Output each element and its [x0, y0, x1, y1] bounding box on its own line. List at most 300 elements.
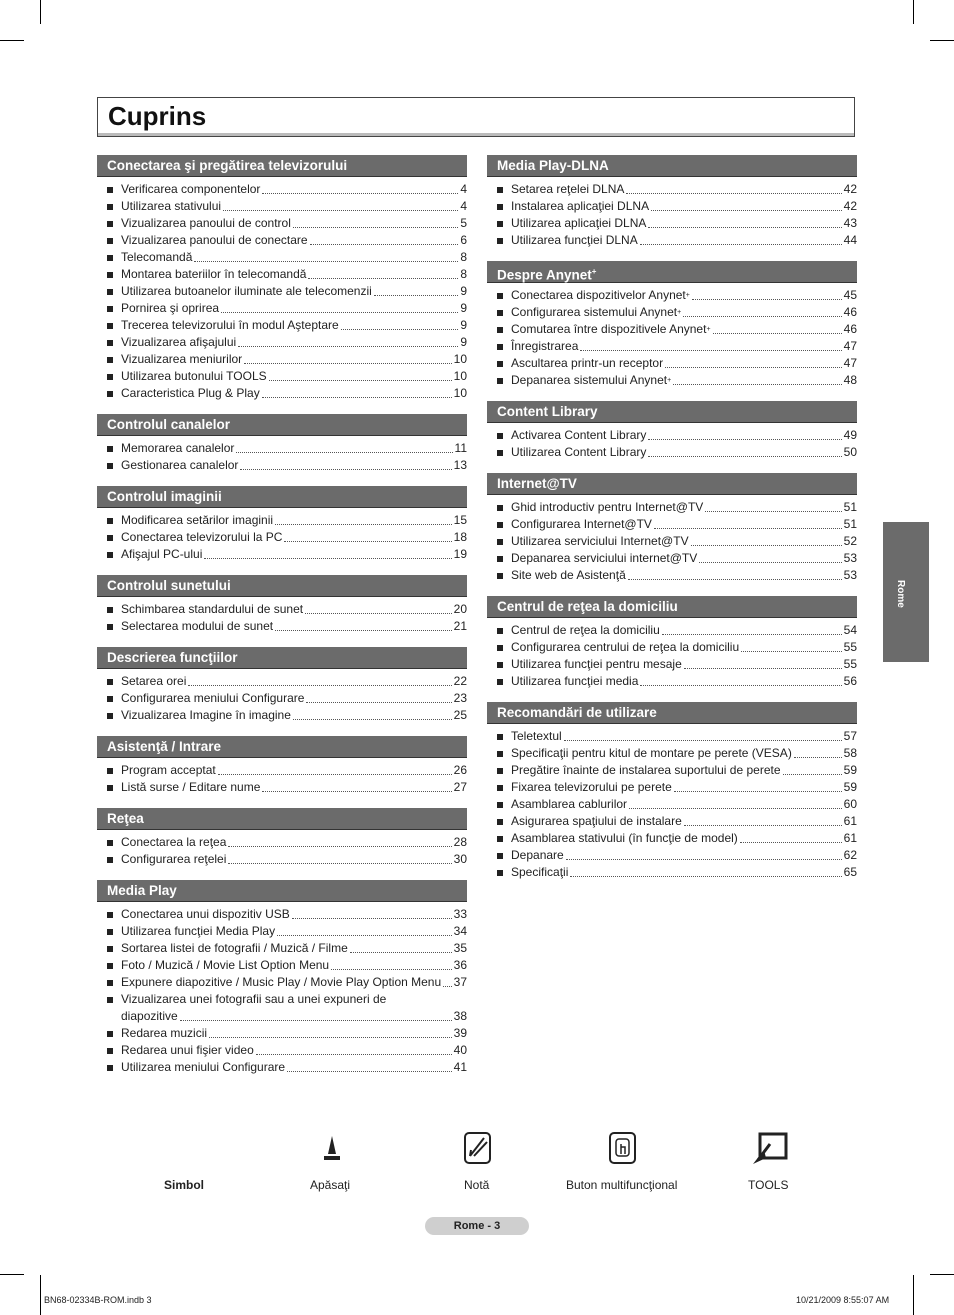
entry-row [121, 300, 467, 317]
entry-superscript: + [706, 326, 711, 333]
entry-page-number: 9 [460, 284, 467, 298]
entry-text: Utilizarea funcţiei media [511, 674, 639, 688]
entry-page-number: 46 [843, 305, 857, 319]
dot-leader [564, 740, 842, 741]
bullet-icon [497, 679, 503, 685]
entry-page-number: 23 [453, 691, 467, 705]
toc-list [487, 427, 857, 461]
entry-row [121, 618, 467, 635]
entry-text: Vizualizarea panoului de control [121, 216, 291, 230]
toc-entry[interactable] [107, 368, 467, 385]
bullet-icon [107, 306, 113, 312]
entry-row [511, 215, 857, 232]
entry-page-number: 9 [460, 318, 467, 332]
toc-entry[interactable] [497, 198, 857, 215]
toc-entry[interactable] [107, 232, 467, 249]
toc-entry[interactable] [497, 550, 857, 567]
bullet-icon [107, 255, 113, 261]
entry-page-number: 59 [843, 763, 857, 777]
toc-entry[interactable] [107, 834, 467, 851]
toc-entry[interactable] [497, 355, 857, 372]
entry-text: Caracteristica Plug & Play [121, 386, 260, 400]
bullet-icon [497, 187, 503, 193]
entry-text: Fixarea televizorului pe perete [511, 780, 672, 794]
toc-section [97, 414, 467, 474]
bullet-icon [107, 187, 113, 193]
entry-text: Setarea orei [121, 674, 187, 688]
entry-row [511, 550, 857, 567]
section-title: Reţea [107, 811, 144, 826]
entry-row [121, 334, 467, 351]
entry-page-number: 5 [460, 216, 467, 230]
toc-entry[interactable] [497, 372, 857, 389]
dot-leader [629, 808, 842, 809]
toc-entry[interactable] [107, 512, 467, 529]
toc-entry[interactable] [497, 499, 857, 516]
bullet-icon [107, 340, 113, 346]
dot-leader [580, 350, 841, 351]
bullet-icon [497, 870, 503, 876]
entry-text: Asigurarea spaţiului de instalare [511, 814, 682, 828]
bullet-icon [107, 1065, 113, 1071]
entry-text: Conectarea unui dispozitiv USB [121, 907, 290, 921]
dot-leader [238, 346, 458, 347]
dot-leader [331, 969, 452, 970]
bullet-icon [107, 552, 113, 558]
entry-page-number: 25 [453, 708, 467, 722]
entry-row [511, 198, 857, 215]
dot-leader [640, 244, 842, 245]
entry-page-number: 10 [453, 369, 467, 383]
entry-row [511, 338, 857, 355]
bullet-icon [497, 573, 503, 579]
toc-entry[interactable] [107, 601, 467, 618]
toc-entry[interactable] [497, 779, 857, 796]
entry-row [511, 304, 857, 321]
toc-section [487, 155, 857, 249]
entry-page-number: 6 [460, 233, 467, 247]
entry-page-number: 44 [843, 233, 857, 247]
legend-press-label: Apăsaţi [310, 1178, 351, 1192]
bullet-icon [107, 963, 113, 969]
bullet-icon [497, 204, 503, 210]
crop-mark [0, 40, 24, 41]
crop-mark [40, 0, 41, 24]
entry-row [511, 232, 857, 249]
toc-entry[interactable] [497, 516, 857, 533]
toc-entry[interactable] [497, 745, 857, 762]
toc-entry[interactable] [497, 567, 857, 584]
toc-list [97, 906, 467, 1076]
entry-row [121, 457, 467, 474]
toc-entry[interactable] [107, 618, 467, 635]
toc-entry[interactable] [497, 232, 857, 249]
entry-text: Schimbarea standardului de sunet [121, 602, 304, 616]
dot-leader [683, 316, 841, 317]
entry-text: Vizualizarea Imagine în imagine [121, 708, 291, 722]
title-underline [98, 133, 854, 136]
entry-text: Verificarea componentelor [121, 182, 261, 196]
entry-page-number: 38 [453, 1009, 467, 1023]
entry-row [121, 232, 467, 249]
toc-entry[interactable] [107, 707, 467, 724]
entry-text: Activarea Content Library [511, 428, 647, 442]
bullet-icon [107, 535, 113, 541]
entry-page-number: 18 [453, 530, 467, 544]
toc-list [487, 287, 857, 389]
toc-list [97, 181, 467, 402]
toc-entry[interactable] [497, 762, 857, 779]
section-heading [487, 155, 857, 177]
dot-leader [244, 363, 451, 364]
toc-entry[interactable] [107, 266, 467, 283]
entry-row [121, 957, 467, 974]
entry-row [121, 690, 467, 707]
bullet-icon [107, 1048, 113, 1054]
entry-text: Site web de Asistenţă [511, 568, 626, 582]
bullet-icon [107, 624, 113, 630]
footer-file: BN68-02334B-ROM.indb 3 [44, 1295, 152, 1305]
bullet-icon [497, 819, 503, 825]
toc-entry[interactable] [107, 940, 467, 957]
bullet-icon [497, 327, 503, 333]
toc-section [97, 736, 467, 796]
entry-text: Comutarea între dispozitivele Anynet [511, 322, 707, 336]
toc-entry[interactable] [107, 779, 467, 796]
toc-entry[interactable] [107, 851, 467, 868]
entry-text: Utilizarea serviciului Internet@TV [511, 534, 689, 548]
entry-page-number: 34 [453, 924, 467, 938]
dot-leader [262, 397, 452, 398]
bullet-icon [497, 221, 503, 227]
toc-entry[interactable] [107, 906, 467, 923]
toc-entry[interactable] [107, 957, 467, 974]
entry-page-number: 47 [843, 356, 857, 370]
toc-entry[interactable] [497, 639, 857, 656]
entry-row [121, 385, 467, 402]
bullet-icon [107, 980, 113, 986]
entry-row [511, 847, 857, 864]
language-side-tab [883, 522, 929, 662]
dot-leader [275, 630, 452, 631]
bullet-icon [497, 505, 503, 511]
entry-row [511, 796, 857, 813]
entry-row [121, 851, 467, 868]
toc-entry[interactable] [107, 351, 467, 368]
dot-leader [648, 439, 841, 440]
dot-leader [570, 876, 841, 877]
entry-page-number: 21 [453, 619, 467, 633]
entry-text: Redarea muzicii [121, 1026, 208, 1040]
toc-entry[interactable] [497, 673, 857, 690]
entry-row [121, 529, 467, 546]
toc-entry[interactable] [497, 847, 857, 864]
entry-text: Asamblarea cablurilor [511, 797, 628, 811]
entry-page-number: 61 [843, 831, 857, 845]
section-heading [487, 473, 857, 495]
section-heading [97, 880, 467, 902]
entry-row [511, 745, 857, 762]
entry-page-number: 51 [843, 517, 857, 531]
entry-row [121, 940, 467, 957]
toc-entry[interactable] [107, 1042, 467, 1059]
dot-leader [783, 774, 842, 775]
toc-entry[interactable] [107, 923, 467, 940]
dot-leader [374, 295, 459, 296]
section-title: Media Play [107, 883, 177, 898]
toc-entry[interactable] [107, 546, 467, 563]
entry-page-number: 30 [453, 852, 467, 866]
entry-page-number: 49 [843, 428, 857, 442]
entry-page-number: 54 [843, 623, 857, 637]
bullet-icon [497, 310, 503, 316]
dot-leader [341, 329, 459, 330]
dot-leader [277, 935, 452, 936]
entry-row [121, 368, 467, 385]
dot-leader [741, 651, 842, 652]
dot-leader [699, 562, 841, 563]
toc-entry[interactable] [497, 830, 857, 847]
bullet-icon [107, 713, 113, 719]
dot-leader [626, 193, 841, 194]
toc-entry[interactable] [497, 813, 857, 830]
entry-text: Vizualizarea meniurilor [121, 352, 243, 366]
entry-row [121, 707, 467, 724]
entry-row [121, 317, 467, 334]
toc-entry[interactable] [107, 249, 467, 266]
toc-section [487, 702, 857, 881]
dot-leader [269, 380, 452, 381]
entry-row [511, 427, 857, 444]
section-heading [97, 736, 467, 758]
bullet-icon [497, 361, 503, 367]
entry-text: Utilizarea funcţiei Media Play [121, 924, 276, 938]
entry-page-number: 15 [453, 513, 467, 527]
toc-entry[interactable] [497, 321, 857, 338]
toc-entry[interactable] [107, 300, 467, 317]
toc-section [97, 808, 467, 868]
dot-leader [292, 918, 452, 919]
entry-text: Configurarea meniului Configurare [121, 691, 305, 705]
entry-row [121, 249, 467, 266]
toc-section [487, 473, 857, 584]
dot-leader [256, 1054, 452, 1055]
bullet-icon [107, 272, 113, 278]
entry-page-number: 4 [460, 199, 467, 213]
entry-text: Utilizarea aplicaţiei DLNA [511, 216, 647, 230]
toc-entry[interactable] [107, 991, 467, 1025]
entry-page-number: 42 [843, 182, 857, 196]
section-title: Descrierea funcţiilor [107, 650, 238, 665]
toc-list [97, 834, 467, 868]
one-touch-button-icon [607, 1130, 639, 1169]
entry-text: Montarea bateriilor în telecomandă [121, 267, 307, 281]
dot-leader [640, 685, 841, 686]
toc-entry[interactable] [107, 1025, 467, 1042]
dot-leader [236, 452, 452, 453]
entry-text: Vizualizarea afişajului [121, 335, 237, 349]
dot-leader [713, 333, 842, 334]
section-heading [487, 261, 857, 283]
bullet-icon [107, 204, 113, 210]
entry-text: Depanarea serviciului internet@TV [511, 551, 698, 565]
bullet-icon [497, 293, 503, 299]
bullet-icon [497, 378, 503, 384]
dot-leader [275, 524, 452, 525]
toc-entry[interactable] [497, 864, 857, 881]
section-title: Conectarea şi pregătirea televizorului [107, 158, 348, 173]
toc-entry[interactable] [107, 529, 467, 546]
entry-text: Centrul de reţea la domiciliu [511, 623, 660, 637]
section-title: Content Library [497, 404, 598, 419]
entry-page-number: 42 [843, 199, 857, 213]
crop-mark [930, 1274, 954, 1275]
entry-page-number: 53 [843, 551, 857, 565]
entry-page-number: 61 [843, 814, 857, 828]
toc-entry[interactable] [107, 181, 467, 198]
bullet-icon [497, 853, 503, 859]
entry-page-number: 22 [453, 674, 467, 688]
entry-page-number: 46 [843, 322, 857, 336]
entry-row [511, 762, 857, 779]
entry-text: Vizualizarea panoului de conectare [121, 233, 308, 247]
toc-entry[interactable] [497, 304, 857, 321]
entry-page-number: 10 [453, 386, 467, 400]
entry-row [511, 355, 857, 372]
toc-entry[interactable] [497, 181, 857, 198]
entry-text: Utilizarea butonului TOOLS [121, 369, 267, 383]
section-title: Asistenţă / Intrare [107, 739, 222, 754]
bullet-icon [107, 518, 113, 524]
section-heading [97, 575, 467, 597]
toc-entry[interactable] [107, 762, 467, 779]
dot-leader [651, 210, 842, 211]
dot-leader [350, 952, 452, 953]
entry-page-number: 55 [843, 640, 857, 654]
entry-page-number: 19 [453, 547, 467, 561]
entry-page-number: 50 [843, 445, 857, 459]
entry-text: Telecomandă [121, 250, 193, 264]
toc-entry[interactable] [497, 338, 857, 355]
page-title: Cuprins [108, 101, 207, 131]
entry-row [511, 567, 857, 584]
bullet-icon [107, 374, 113, 380]
bullet-icon [107, 768, 113, 774]
toc-entry[interactable] [107, 317, 467, 334]
section-title: Media Play-DLNA [497, 158, 609, 173]
entry-page-number: 52 [843, 534, 857, 548]
toc-right-column [487, 155, 857, 881]
toc-section [97, 155, 467, 402]
entry-page-number: 56 [843, 674, 857, 688]
bullet-icon [107, 463, 113, 469]
toc-entry[interactable] [107, 1059, 467, 1076]
toc-entry[interactable] [497, 728, 857, 745]
toc-section [97, 647, 467, 724]
bullet-icon [497, 433, 503, 439]
entry-text: Configurarea centrului de reţea la domiciliu [511, 640, 740, 654]
entry-text: Trecerea televizorului în modul Aşteptare [121, 318, 339, 332]
dot-leader [691, 545, 842, 546]
bullet-icon [497, 751, 503, 757]
entry-text: Expunere diapozitive / Music Play / Movie Play Option Menu [121, 975, 442, 989]
toc-entry[interactable] [107, 974, 467, 991]
bullet-icon [107, 997, 113, 1003]
crop-mark [913, 1275, 914, 1315]
toc-entry[interactable] [107, 198, 467, 215]
entry-row [121, 601, 467, 618]
entry-row [511, 779, 857, 796]
entry-text: Listă surse / Editare nume [121, 780, 261, 794]
entry-text: Memorarea canalelor [121, 441, 235, 455]
toc-entry[interactable] [497, 796, 857, 813]
toc-entry[interactable] [497, 444, 857, 461]
toc-entry[interactable] [107, 690, 467, 707]
title-box [97, 97, 855, 137]
toc-list [487, 622, 857, 690]
entry-text: Setarea reţelei DLNA [511, 182, 625, 196]
toc-entry[interactable] [107, 215, 467, 232]
entry-page-number: 51 [843, 500, 857, 514]
entry-text: Utilizarea Content Library [511, 445, 647, 459]
entry-row [511, 499, 857, 516]
entry-row [121, 546, 467, 563]
entry-row [511, 372, 857, 389]
entry-superscript: + [685, 292, 690, 299]
entry-text: Selectarea modului de sunet [121, 619, 274, 633]
press-icon [322, 1130, 342, 1165]
entry-page-number: 60 [843, 797, 857, 811]
toc-entry[interactable] [107, 457, 467, 474]
entry-page-number: 36 [453, 958, 467, 972]
dot-leader [293, 719, 452, 720]
section-heading [97, 647, 467, 669]
entry-page-number: 27 [453, 780, 467, 794]
entry-row [511, 673, 857, 690]
toc-entry[interactable] [497, 215, 857, 232]
entry-page-number: 9 [460, 301, 467, 315]
toc-section [487, 261, 857, 389]
entry-page-number: 47 [843, 339, 857, 353]
entry-text: Depanarea sistemului Anynet [511, 373, 668, 387]
dot-leader [648, 227, 841, 228]
toc-entry[interactable] [107, 283, 467, 300]
page-number: Rome - 3 [425, 1217, 529, 1235]
entry-text: Ghid introductiv pentru Internet@TV [511, 500, 704, 514]
bullet-icon [107, 679, 113, 685]
crop-mark [40, 1275, 41, 1315]
toc-entry[interactable] [107, 385, 467, 402]
toc-entry[interactable] [497, 533, 857, 550]
legend-tools-label: TOOLS [748, 1178, 789, 1192]
dot-leader [262, 791, 451, 792]
section-title: Internet@TV [497, 476, 577, 491]
entry-text: Pornirea şi oprirea [121, 301, 220, 315]
toc-entry[interactable] [107, 440, 467, 457]
entry-page-number: 41 [453, 1060, 467, 1074]
entry-text: Utilizarea meniului Configurare [121, 1060, 286, 1074]
toc-entry[interactable] [107, 334, 467, 351]
toc-entry[interactable] [497, 287, 857, 304]
entry-row [511, 181, 857, 198]
toc-entry[interactable] [107, 673, 467, 690]
dot-leader [287, 1071, 452, 1072]
entry-text: Conectarea televizorului la PC [121, 530, 283, 544]
toc-section [97, 486, 467, 563]
toc-entry[interactable] [497, 656, 857, 673]
toc-entry[interactable] [497, 427, 857, 444]
toc-entry[interactable] [497, 622, 857, 639]
